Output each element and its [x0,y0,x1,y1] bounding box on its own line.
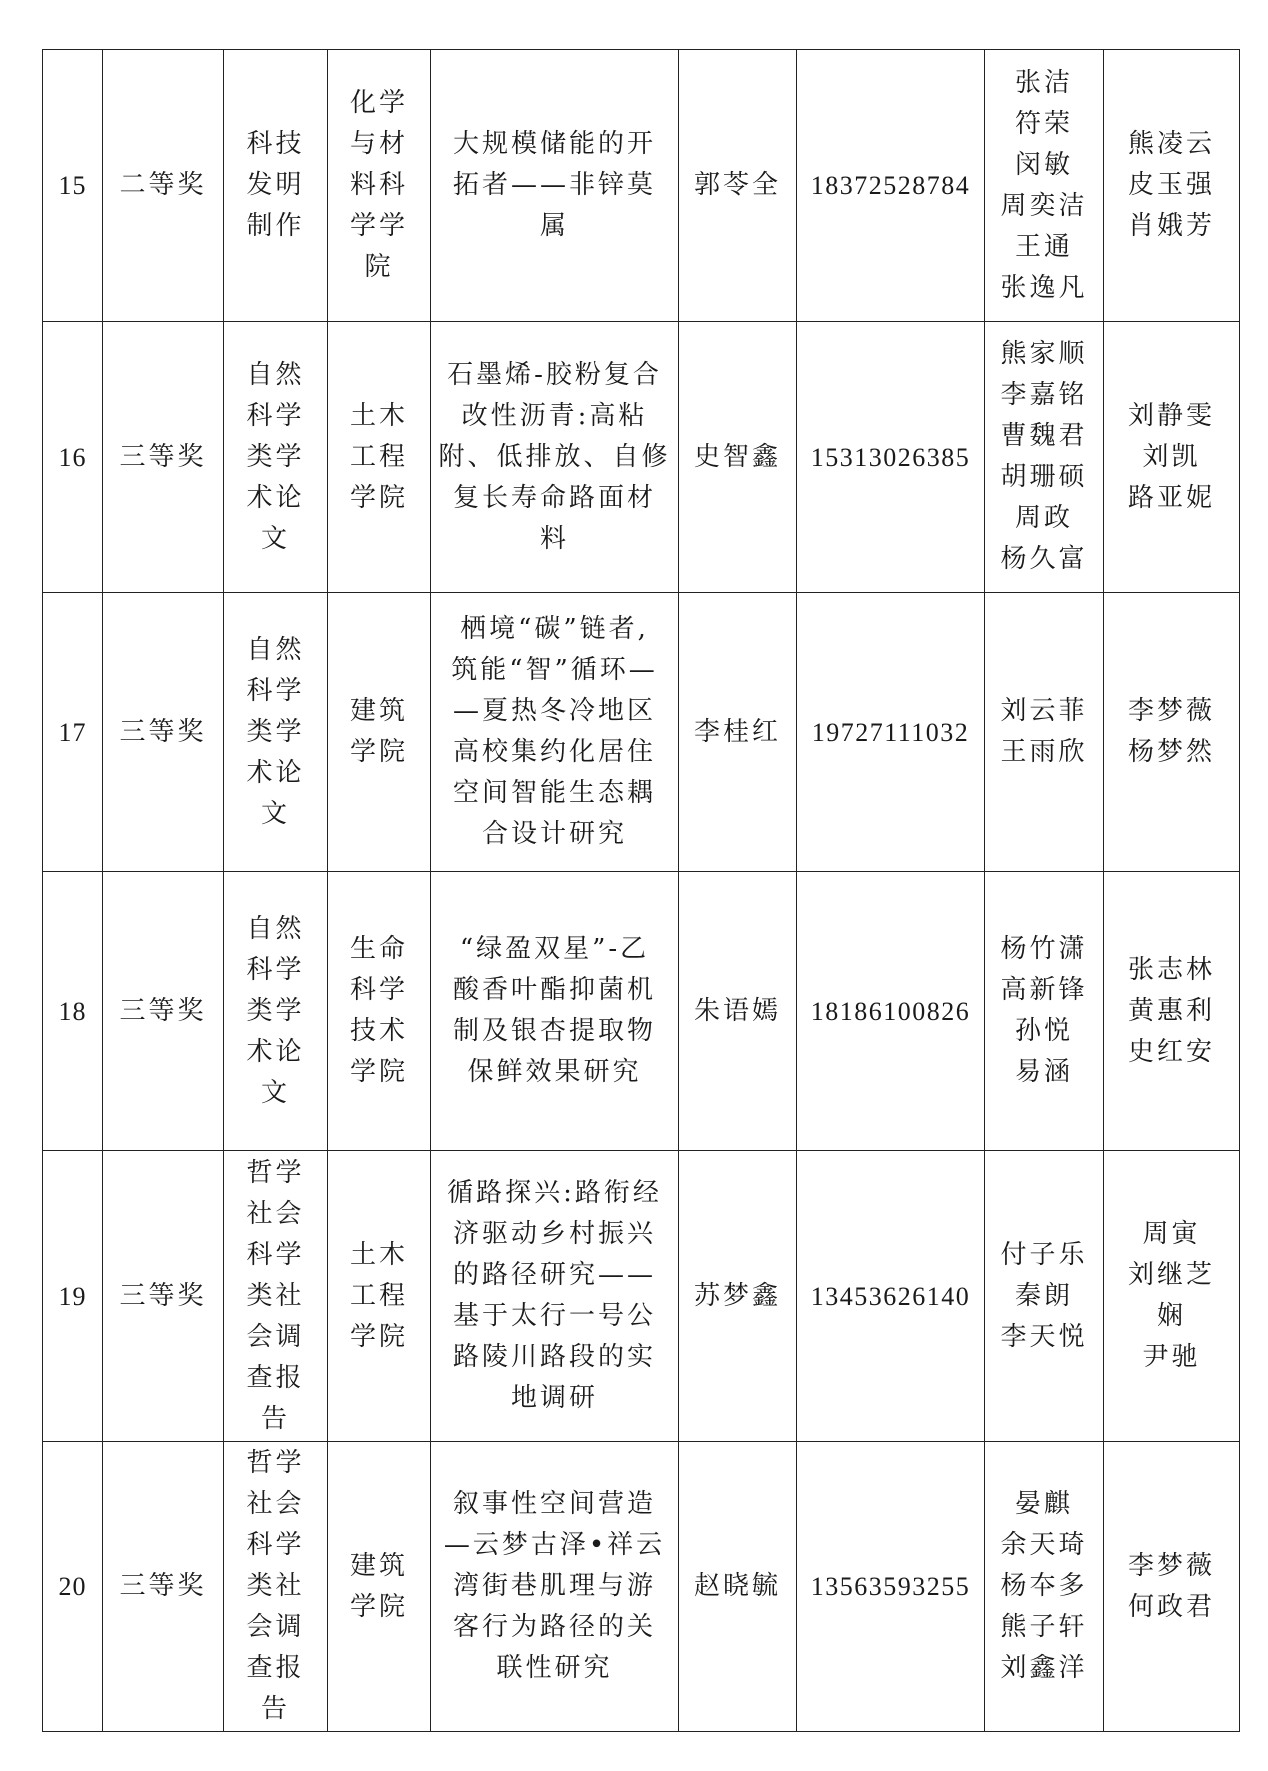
college-name-line: 科学 [349,975,408,1005]
team-members-line: 胡珊硕 [1000,462,1088,492]
leader-name: 赵晓毓 [693,1571,781,1601]
table-row [43,593,1240,872]
project-title-line: 拓者——非锌莫 [452,170,656,200]
award-level: 二等奖 [119,170,207,200]
advisors-line: 肖娥芳 [1127,211,1215,241]
work-category-line: 科学 [246,400,305,431]
work-category-line: 类学 [246,995,305,1026]
project-title-line: 高校集约化居住 [452,737,656,767]
award-level-cell [103,593,224,872]
work-category-line: 科学 [246,1239,305,1270]
team-members-line: 曹魏君 [1000,421,1088,451]
leader-name: 李桂红 [693,716,781,747]
award-level: 三等奖 [119,716,207,747]
award-level-cell [103,1442,224,1732]
row-number-cell [43,593,103,872]
project-title-line: 联性研究 [496,1653,613,1683]
team-members-line: 周政 [1014,503,1073,533]
project-title-line: 地调研 [510,1383,598,1413]
college-name-line: 生命 [349,934,408,964]
project-title-line: 栖境“碳”链者, [460,614,649,644]
project-title-line: 复长寿命路面材 [452,482,656,513]
team-members-line: 孙悦 [1014,1016,1073,1046]
award-level-cell [103,322,224,593]
team-members-line: 熊子轩 [1000,1612,1088,1642]
advisors-line: 路亚妮 [1127,482,1215,513]
project-title-line: 附、低排放、自修 [438,441,671,472]
table-row [43,322,1240,593]
college-name-line: 学院 [349,1591,408,1622]
project-title-line: —夏热冬冷地区 [452,696,656,726]
leader-name-cell [679,872,797,1151]
team-members-cell [985,872,1104,1151]
team-members-line: 杨夲多 [1000,1571,1088,1601]
work-category-line: 文 [260,1077,290,1108]
team-members-line: 付子乐 [1000,1239,1088,1270]
award-level-cell [103,1151,224,1442]
row-number-cell [43,872,103,1151]
team-members-line: 张逸凡 [1000,272,1088,303]
leader-name: 史智鑫 [693,441,781,472]
advisors-line: 皮玉强 [1127,170,1215,200]
advisors-line: 黄惠利 [1127,995,1215,1026]
advisors-cell [1104,872,1240,1151]
project-title-line: 济驱动乡村振兴 [452,1219,656,1249]
college-name-line: 与材 [349,129,408,159]
leader-name-cell [679,1151,797,1442]
team-members-cell [985,1151,1104,1442]
phone-number: 18186100826 [810,996,971,1026]
college-name-line: 学院 [349,482,408,513]
work-category-cell [224,1442,328,1732]
row-number-cell [43,50,103,322]
advisors-line: 何政君 [1127,1591,1215,1622]
project-title-line: —云梦古泽•祥云 [443,1530,666,1560]
college-name-line: 料科 [349,170,408,200]
project-title-line: 制及银杏提取物 [452,1016,656,1046]
phone-number-cell [797,322,985,593]
leader-name: 苏梦鑫 [693,1280,781,1311]
work-category-line: 术论 [246,482,305,513]
team-members-line: 张洁 [1014,67,1073,98]
work-category-line: 自然 [246,359,305,390]
project-title-line: 空间智能生态耦 [452,778,656,808]
college-name-cell [328,1442,431,1732]
work-category-cell [224,872,328,1151]
project-title-line: 大规模储能的开 [452,129,656,159]
work-category-line: 科学 [246,1530,305,1560]
college-name-line: 院 [364,252,394,282]
project-title-line: 湾街巷肌理与游 [452,1571,656,1601]
advisors-cell [1104,1151,1240,1442]
phone-number: 13453626140 [810,1281,971,1311]
advisors-line: 刘继芝 [1127,1260,1215,1290]
college-name-cell [328,872,431,1151]
team-members-line: 周奕洁 [1000,190,1088,221]
college-name-line: 学学 [349,211,408,241]
project-title-line: 属 [539,211,569,241]
phone-number: 18372528784 [810,171,971,200]
college-name-line: 化学 [349,88,408,118]
team-members-line: 晏麒 [1014,1489,1073,1519]
project-title-line: 路陵川路段的实 [452,1342,656,1372]
row-number-cell [43,1151,103,1442]
project-title-line: 客行为路径的关 [452,1612,656,1642]
award-level-cell [103,872,224,1151]
award-table [42,49,1240,1732]
row-number: 17 [58,717,87,747]
leader-name: 朱语嫣 [693,995,781,1026]
work-category-line: 制作 [246,211,305,241]
college-name-line: 工程 [349,1280,408,1311]
table-row [43,50,1240,322]
work-category-cell [224,1151,328,1442]
row-number: 19 [58,1281,87,1311]
advisors-cell [1104,1442,1240,1732]
work-category-line: 文 [260,798,290,829]
college-name-cell [328,50,431,322]
team-members-line: 李嘉铭 [1000,380,1088,410]
college-name-line: 工程 [349,441,408,472]
college-name-cell [328,1151,431,1442]
team-members-line: 易涵 [1014,1057,1073,1087]
work-category-line: 术论 [246,1036,305,1067]
college-name-cell [328,593,431,872]
work-category-line: 类学 [246,441,305,472]
team-members-line: 熊家顺 [1000,339,1088,369]
project-title-line: 改性沥青:高粘 [461,400,648,431]
leader-name-cell [679,593,797,872]
college-name-line: 土木 [349,1239,408,1270]
phone-number-cell [797,1151,985,1442]
leader-name-cell [679,1442,797,1732]
college-name-cell [328,322,431,593]
college-name-line: 学院 [349,1057,408,1087]
table-row [43,1442,1240,1732]
phone-number-cell [797,872,985,1151]
team-members-cell [985,50,1104,322]
college-name-line: 建筑 [349,1550,408,1581]
row-number: 16 [58,442,87,472]
row-number: 20 [58,1572,87,1601]
team-members-line: 王通 [1014,231,1073,262]
project-title-line: 筑能“智”循环— [451,655,658,685]
award-level-cell [103,50,224,322]
work-category-line: 科学 [246,675,305,706]
work-category-line: 类社 [246,1280,305,1311]
project-title-cell [431,322,679,593]
team-members-line: 杨竹潇 [1000,934,1088,964]
award-level: 三等奖 [119,1280,207,1311]
project-title-line: 石墨烯-胶粉复合 [447,359,662,390]
advisors-line: 周寅 [1142,1219,1201,1249]
phone-number-cell [797,50,985,322]
work-category-line: 自然 [246,634,305,665]
work-category-line: 科学 [246,954,305,985]
work-category-line: 告 [260,1403,290,1434]
phone-number: 19727111032 [811,717,970,747]
advisors-line: 熊凌云 [1127,129,1215,159]
project-title-line: 叙事性空间营造 [452,1489,656,1519]
award-level: 三等奖 [119,441,207,472]
project-title-cell [431,50,679,322]
phone-number: 15313026385 [810,442,971,472]
project-title-cell [431,593,679,872]
work-category-line: 科技 [246,129,305,159]
advisors-line: 刘静雯 [1127,400,1215,431]
phone-number-cell [797,1442,985,1732]
project-title-line: 酸香叶酯抑菌机 [452,975,656,1005]
project-title-line: “绿盈双星”-乙 [459,934,650,964]
advisors-line: 李梦薇 [1127,696,1215,726]
row-number: 15 [58,171,87,200]
row-number-cell [43,1442,103,1732]
work-category-line: 哲学 [246,1448,305,1478]
college-name-line: 学院 [349,1321,408,1352]
team-members-line: 王雨欣 [1000,737,1088,767]
work-category-line: 社会 [246,1489,305,1519]
project-title-cell [431,1442,679,1732]
college-name-line: 技术 [349,1016,408,1046]
work-category-line: 类学 [246,716,305,747]
advisors-line: 杨梦然 [1127,737,1215,767]
work-category-cell [224,50,328,322]
project-title-cell [431,872,679,1151]
award-level: 三等奖 [119,995,207,1026]
college-name-line: 学院 [349,737,408,767]
team-members-line: 秦朗 [1014,1280,1073,1311]
work-category-line: 类社 [246,1571,305,1601]
team-members-line: 高新锋 [1000,975,1088,1005]
project-title-line: 的路径研究—— [452,1260,656,1290]
team-members-line: 符荣 [1014,108,1073,139]
work-category-line: 查报 [246,1653,305,1683]
work-category-line: 哲学 [246,1157,305,1188]
work-category-line: 告 [260,1694,290,1724]
advisors-line: 张志林 [1127,954,1215,985]
project-title-line: 合设计研究 [481,819,627,849]
project-title-cell [431,1151,679,1442]
team-members-cell [985,1442,1104,1732]
advisors-line: 娴 [1156,1301,1186,1331]
team-members-line: 闵敏 [1014,149,1073,180]
work-category-line: 术论 [246,757,305,788]
project-title-line: 循路探兴:路衔经 [447,1178,662,1208]
row-number: 18 [58,996,87,1026]
advisors-line: 刘凯 [1142,441,1201,472]
advisors-line: 史红安 [1127,1036,1215,1067]
table-row [43,1151,1240,1442]
award-level: 三等奖 [119,1571,207,1601]
team-members-line: 刘云菲 [1000,696,1088,726]
work-category-line: 社会 [246,1198,305,1229]
row-number-cell [43,322,103,593]
work-category-line: 会调 [246,1612,305,1642]
project-title-line: 保鲜效果研究 [467,1057,642,1087]
team-members-line: 刘鑫洋 [1000,1653,1088,1683]
work-category-cell [224,322,328,593]
leader-name-cell [679,322,797,593]
phone-number-cell [797,593,985,872]
advisors-line: 李梦薇 [1127,1550,1215,1581]
work-category-line: 查报 [246,1362,305,1393]
college-name-line: 建筑 [349,696,408,726]
leader-name-cell [679,50,797,322]
advisors-cell [1104,322,1240,593]
work-category-line: 自然 [246,913,305,944]
phone-number: 13563593255 [810,1572,971,1601]
team-members-cell [985,593,1104,872]
project-title-line: 料 [539,523,569,554]
team-members-line: 余天琦 [1000,1530,1088,1560]
team-members-line: 杨久富 [1000,544,1088,574]
team-members-cell [985,322,1104,593]
college-name-line: 土木 [349,400,408,431]
table-row [43,872,1240,1151]
leader-name: 郭苓全 [693,170,781,200]
work-category-cell [224,593,328,872]
work-category-line: 文 [260,523,290,554]
project-title-line: 基于太行一号公 [452,1301,656,1331]
advisors-cell [1104,593,1240,872]
advisors-cell [1104,50,1240,322]
team-members-line: 李天悦 [1000,1321,1088,1352]
work-category-line: 会调 [246,1321,305,1352]
advisors-line: 尹驰 [1142,1342,1201,1372]
work-category-line: 发明 [246,170,305,200]
